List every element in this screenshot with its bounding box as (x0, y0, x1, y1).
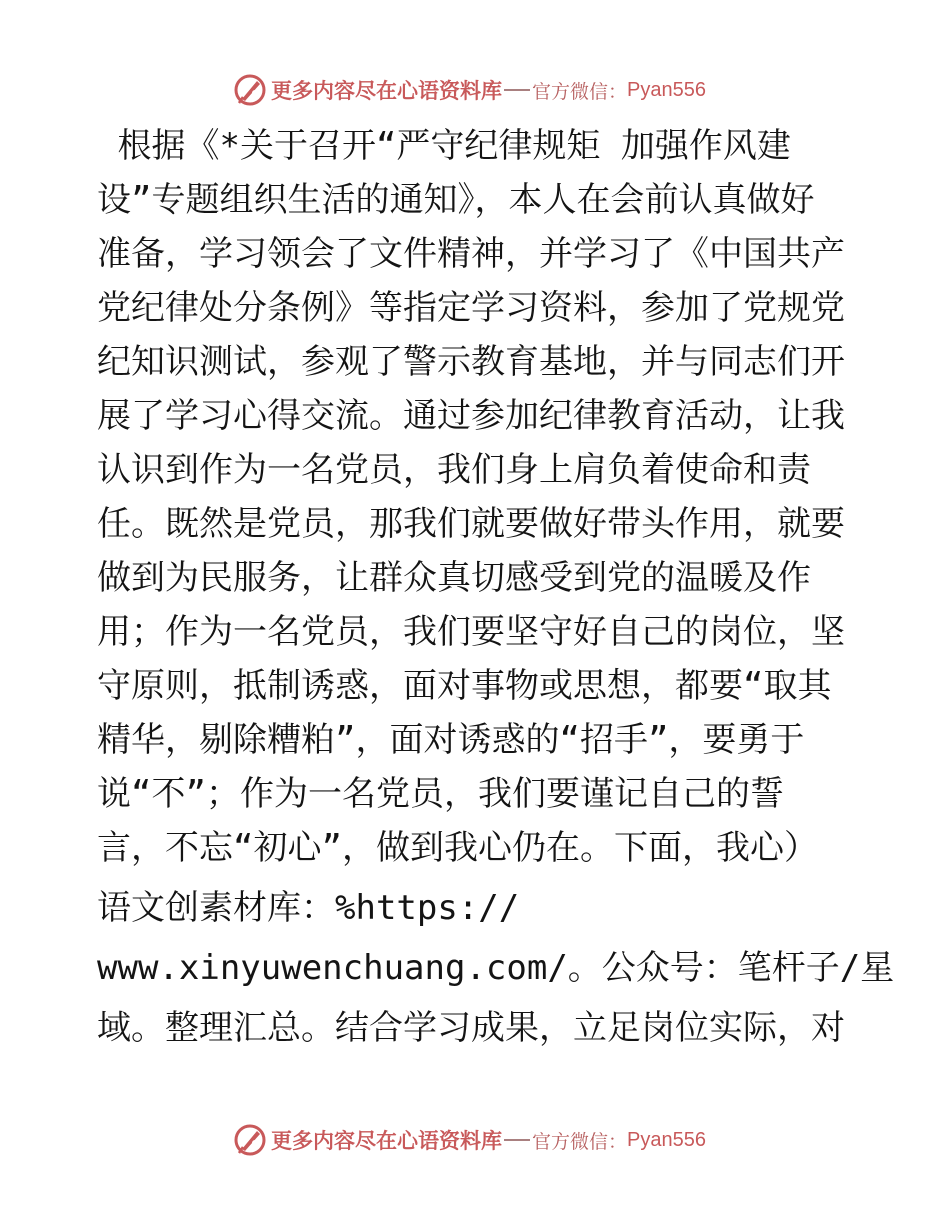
text-line: 守原则，抵制诱惑，面对事物或思想，都要“取其 (97, 666, 832, 706)
text-line: 认识到作为一名党员，我们身上肩负着使命和责 (97, 450, 811, 490)
footer-banner (233, 1122, 706, 1158)
text-line: 语文创素材库：%https:// (97, 888, 520, 928)
banner-contact-label: 官方微信： (532, 80, 628, 103)
text-line: 言，不忘“初心”，做到我心仍在。下面，我心） (97, 828, 818, 868)
text-line: 党纪律处分条例》等指定学习资料，参加了党规党 (97, 288, 845, 328)
banner-divider (504, 89, 530, 91)
banner-title: 更多内容尽在心语资料库 (271, 78, 502, 103)
banner-contact-id: Pyan556 (627, 78, 706, 101)
text-line: 根据《*关于召开“严守纪律规矩 加强作风建 (97, 126, 791, 166)
header-banner (233, 72, 706, 108)
text-line: 纪知识测试，参观了警示教育基地，并与同志们开 (97, 342, 845, 382)
text-line: 用；作为一名党员，我们要坚守好自己的岗位，坚 (97, 612, 845, 652)
banner-divider (504, 1139, 530, 1141)
banner-title: 更多内容尽在心语资料库 (271, 1128, 502, 1153)
text-line: 精华，剔除糟粕”，面对诱惑的“招手”，要勇于 (97, 720, 805, 760)
text-line: 说“不”；作为一名党员，我们要谨记自己的誓 (97, 774, 784, 814)
text-line: 域。整理汇总。结合学习成果，立足岗位实际，对 (97, 1008, 845, 1048)
text-line: 任。既然是党员，那我们就要做好带头作用，就要 (97, 504, 845, 544)
text-line: 准备，学习领会了文件精神，并学习了《中国共产 (97, 234, 845, 274)
banner-contact-label: 官方微信： (532, 1130, 628, 1153)
banner-contact-id: Pyan556 (627, 1128, 706, 1151)
text-line: 展了学习心得交流。通过参加纪律教育活动，让我 (97, 396, 845, 436)
text-line: www.xinyuwenchuang.com/。公众号：笔杆子/星 (97, 948, 895, 988)
text-line: 做到为民服务，让群众真切感受到党的温暖及作 (97, 558, 811, 598)
quill-logo-icon (233, 1123, 267, 1157)
quill-logo-icon (233, 73, 267, 107)
text-line: 设”专题组织生活的通知》，本人在会前认真做好 (97, 180, 815, 220)
